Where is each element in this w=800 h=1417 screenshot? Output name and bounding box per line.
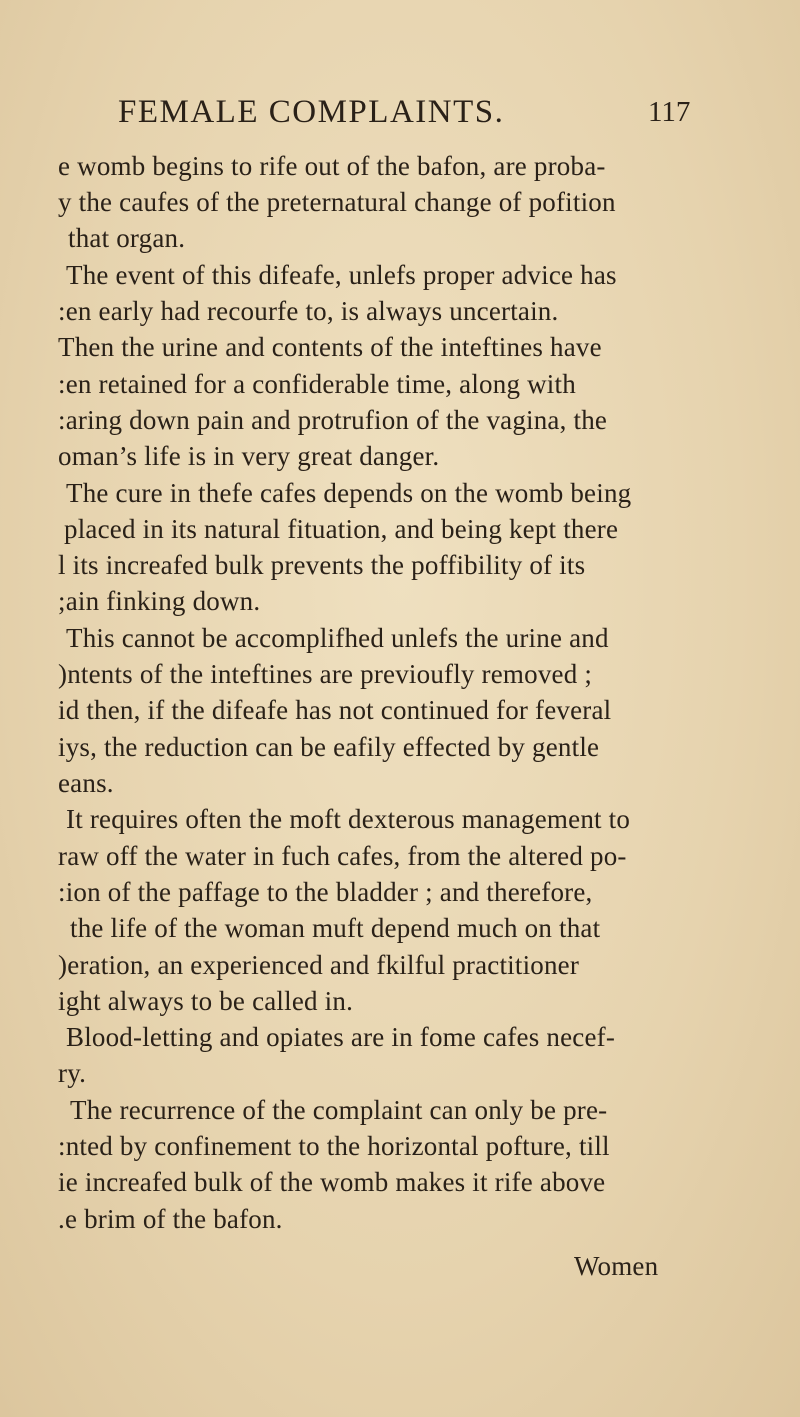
text-line: iys, the reduction can be eafily effected by gentle bbox=[58, 732, 600, 762]
text-line: that organ. bbox=[68, 223, 186, 253]
text-line: This cannot be accomplifhed unlefs the urine and bbox=[66, 623, 609, 653]
running-head bbox=[118, 94, 758, 138]
text-line: :nted by confinement to the horizontal pofture, till bbox=[58, 1131, 610, 1161]
catchword: Women bbox=[574, 1251, 659, 1281]
running-title: FEMALE COMPLAINTS. bbox=[118, 94, 505, 130]
text-line: :en early had recourfe to, is always uncertain. bbox=[58, 296, 559, 326]
page-number: 117 bbox=[648, 96, 691, 128]
text-line: the life of the woman muft depend much on that bbox=[70, 913, 601, 943]
text-line: id then, if the difeafe has not continued for feveral bbox=[58, 695, 612, 725]
text-line: It requires often the moft dexterous management to bbox=[66, 804, 631, 834]
text-line: y the caufes of the preternatural change of pofition bbox=[58, 187, 616, 217]
text-line: )eration, an experienced and fkilful practitioner bbox=[58, 950, 580, 980]
text-line: ie increafed bulk of the womb makes it rife above bbox=[58, 1167, 606, 1197]
text-line: The cure in thefe cafes depends on the womb being bbox=[66, 478, 632, 508]
text-line: ry. bbox=[58, 1058, 87, 1088]
text-line: ight always to be called in. bbox=[58, 986, 354, 1016]
text-line: :aring down pain and protrufion of the vagina, the bbox=[58, 405, 608, 435]
text-line: :en retained for a confiderable time, along with bbox=[58, 369, 576, 399]
text-line: :ion of the paffage to the bladder ; and therefore, bbox=[58, 877, 593, 907]
text-line: Then the urine and contents of the inteftines have bbox=[58, 332, 602, 362]
text-line: oman’s life is in very great danger. bbox=[58, 441, 440, 471]
text-line: e womb begins to rife out of the bafon, are proba- bbox=[58, 151, 606, 181]
text-line: The event of this difeafe, unlefs proper advice has bbox=[66, 260, 617, 290]
text-line: )ntents of the inteftines are previoufly removed ; bbox=[58, 659, 593, 689]
text-line: placed in its natural fituation, and being kept there bbox=[64, 514, 619, 544]
text-line: raw off the water in fuch cafes, from the altered po- bbox=[58, 841, 627, 871]
text-line: ;ain finking down. bbox=[58, 586, 261, 616]
text-line: The recurrence of the complaint can only be pre- bbox=[70, 1095, 608, 1125]
text-line: .e brim of the bafon. bbox=[58, 1204, 283, 1234]
text-line: Blood-letting and opiates are in fome cafes necef- bbox=[66, 1022, 616, 1052]
text-line: eans. bbox=[58, 768, 114, 798]
text-line: l its increafed bulk prevents the poffibility of its bbox=[58, 550, 586, 580]
